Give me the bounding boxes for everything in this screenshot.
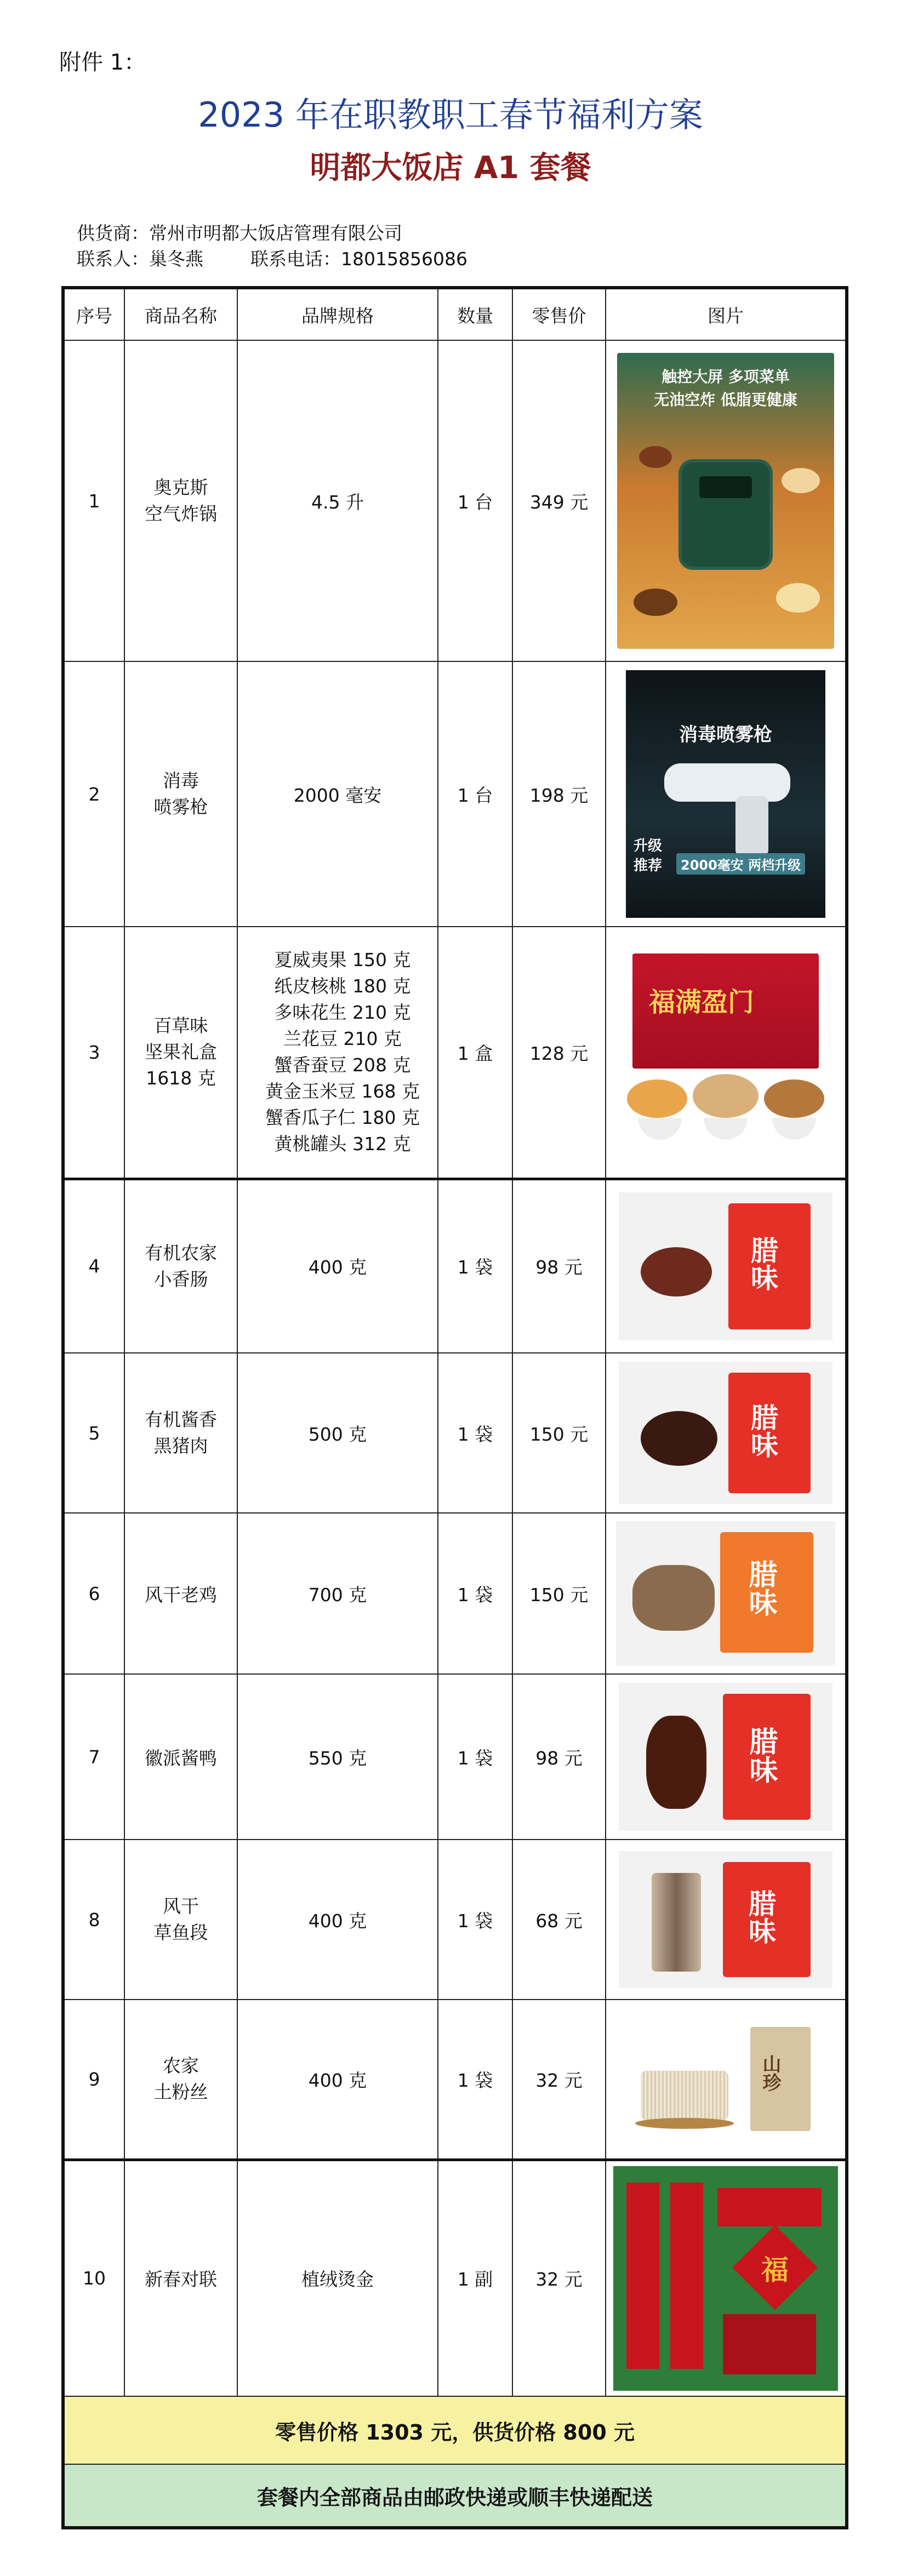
contact-phone: 联系电话：18015856086 <box>250 248 467 270</box>
page-title: 2023 年在职教职工春节福利方案 <box>198 95 703 135</box>
header-no: 序号 <box>63 288 124 340</box>
row-image <box>606 1674 847 1840</box>
row-name: 农家 土粉丝 <box>124 2000 237 2160</box>
row-qty: 1 副 <box>438 2160 512 2396</box>
table-row <box>63 1353 847 1513</box>
row-no: 3 <box>63 927 124 1179</box>
row-price: 150 元 <box>512 1513 606 1674</box>
row-qty: 1 台 <box>438 661 512 927</box>
table-row <box>63 340 847 661</box>
row-no: 8 <box>63 1840 124 2000</box>
row-image <box>606 1840 847 2000</box>
row-no: 5 <box>63 1353 124 1513</box>
table-row <box>63 1840 847 2000</box>
row-no: 9 <box>63 2000 124 2160</box>
row-image <box>606 927 847 1179</box>
air-fryer-image: 触控大屏 多项菜单 无油空炸 低脂更健康 <box>617 353 834 649</box>
row-price: 150 元 <box>512 1353 606 1513</box>
row-spec: 500 克 <box>237 1353 438 1513</box>
row-name: 有机酱香 黑猪肉 <box>124 1353 237 1513</box>
row-spec: 700 克 <box>237 1513 438 1674</box>
row-name: 消毒 喷雾枪 <box>124 661 237 927</box>
row-qty: 1 盒 <box>438 927 512 1179</box>
row-image <box>606 1179 847 1353</box>
grass-carp-image: 腊味 <box>619 1851 832 1988</box>
row-name: 百草味 坚果礼盒 1618 克 <box>124 927 237 1179</box>
row-qty: 1 台 <box>438 340 512 661</box>
air-dried-chicken-image: 腊味 <box>616 1521 835 1666</box>
sauce-duck-image: 腊味 <box>619 1683 832 1831</box>
table-row <box>63 927 847 1179</box>
row-image <box>606 2160 847 2396</box>
delivery-note: 套餐内全部商品由邮政快递或顺丰快递配送 <box>63 2464 847 2528</box>
row-no: 10 <box>63 2160 124 2396</box>
contact-line <box>77 245 467 271</box>
row-price: 198 元 <box>512 661 606 927</box>
row-name: 新春对联 <box>124 2160 237 2396</box>
sausage-image: 腊味 <box>619 1192 832 1340</box>
row-spec: 夏威夷果 150 克 纸皮核桃 180 克 多味花生 210 克 兰花豆 210 克 蟹香蚕豆 208 克 黄金玉米豆 168 克 蟹香瓜子仁 180 克 黄桃罐头 312 克 <box>237 927 438 1179</box>
row-price: 128 元 <box>512 927 606 1179</box>
row-qty: 1 袋 <box>438 1840 512 2000</box>
row-spec: 400 克 <box>237 1179 438 1353</box>
nut-gift-box-image: 福满盈门 <box>616 943 835 1162</box>
row-spec: 2000 毫安 <box>237 661 438 927</box>
row-price: 32 元 <box>512 2160 606 2396</box>
attachment-label: 附件 1： <box>59 50 146 75</box>
row-spec: 4.5 升 <box>237 340 438 661</box>
supplier-line: 供货商：常州市明都大饭店管理有限公司 <box>77 222 402 244</box>
header-image: 图片 <box>606 288 847 340</box>
price-summary: 零售价格 1303 元，供货价格 800 元 <box>63 2396 847 2464</box>
row-name: 有机农家 小香肠 <box>124 1179 237 1353</box>
row-qty: 1 袋 <box>438 1674 512 1840</box>
row-no: 4 <box>63 1179 124 1353</box>
table-row <box>63 1179 847 1353</box>
couplets-image: 福 <box>613 2166 838 2391</box>
row-price: 98 元 <box>512 1674 606 1840</box>
table-row <box>63 2160 847 2396</box>
table-row <box>63 1513 847 1674</box>
row-image <box>606 340 847 661</box>
row-no: 2 <box>63 661 124 927</box>
row-name: 风干 草鱼段 <box>124 1840 237 2000</box>
row-price: 68 元 <box>512 1840 606 2000</box>
row-price: 98 元 <box>512 1179 606 1353</box>
header-qty: 数量 <box>438 288 512 340</box>
row-name: 奥克斯 空气炸锅 <box>124 340 237 661</box>
contact-person: 联系人：巢冬燕 <box>77 248 203 270</box>
row-price: 349 元 <box>512 340 606 661</box>
table-header-row <box>63 288 847 340</box>
row-image <box>606 661 847 927</box>
table-row <box>63 661 847 927</box>
spray-gun-image: 消毒喷雾枪 升级 推荐 2000毫安 两档升级 <box>626 670 825 918</box>
row-name: 风干老鸡 <box>124 1513 237 1674</box>
header-price: 零售价 <box>512 288 606 340</box>
vermicelli-image: 山珍 <box>619 2010 832 2147</box>
table-row <box>63 1674 847 1840</box>
summary-row <box>63 2396 847 2464</box>
row-no: 1 <box>63 340 124 661</box>
black-pork-image: 腊味 <box>619 1362 832 1504</box>
row-name: 徽派酱鸭 <box>124 1674 237 1840</box>
row-qty: 1 袋 <box>438 2000 512 2160</box>
row-spec: 400 克 <box>237 2000 438 2160</box>
row-qty: 1 袋 <box>438 1353 512 1513</box>
row-spec: 400 克 <box>237 1840 438 2000</box>
row-image <box>606 1353 847 1513</box>
header-spec: 品牌规格 <box>237 288 438 340</box>
table-row <box>63 2000 847 2160</box>
row-spec: 550 克 <box>237 1674 438 1840</box>
row-image <box>606 2000 847 2160</box>
header-name: 商品名称 <box>124 288 237 340</box>
welfare-table <box>61 286 848 2529</box>
row-price: 32 元 <box>512 2000 606 2160</box>
row-qty: 1 袋 <box>438 1179 512 1353</box>
delivery-row <box>63 2464 847 2528</box>
row-no: 7 <box>63 1674 124 1840</box>
row-qty: 1 袋 <box>438 1513 512 1674</box>
row-spec: 植绒烫金 <box>237 2160 438 2396</box>
row-image <box>606 1513 847 1674</box>
row-no: 6 <box>63 1513 124 1674</box>
package-title: 明都大饭店 A1 套餐 <box>310 150 591 186</box>
